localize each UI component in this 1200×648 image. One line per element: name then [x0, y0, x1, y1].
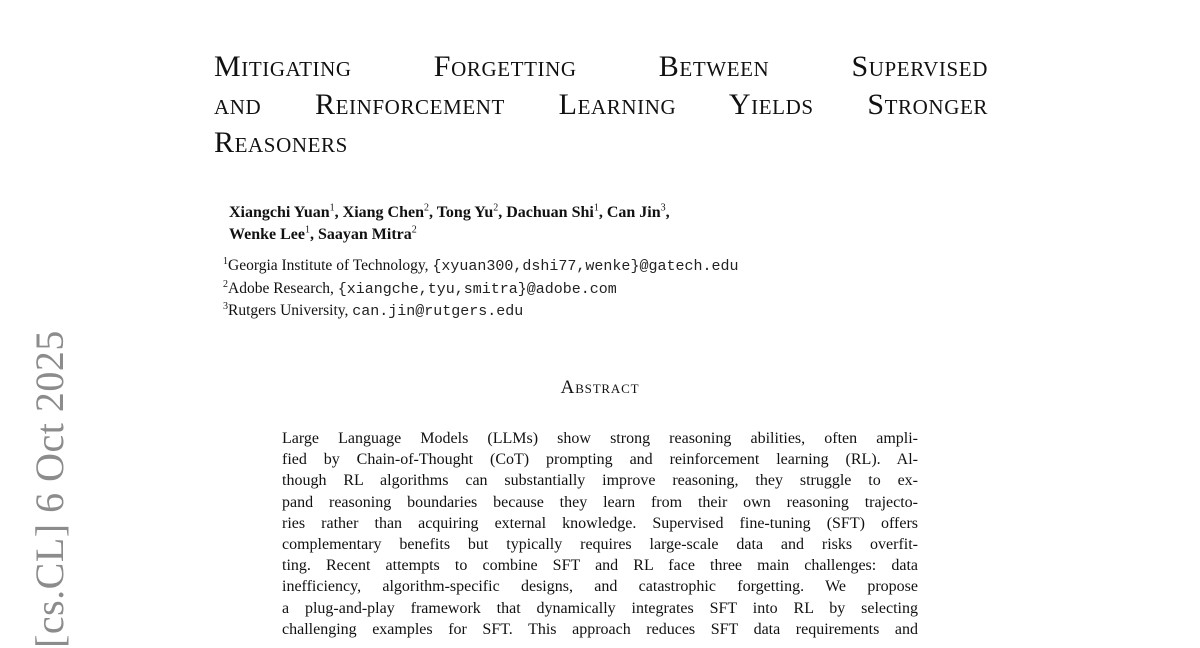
abstract-line: ting. Recent attempts to combine SFT and RL face three main challenges: data: [282, 557, 918, 575]
abstract-heading: Abstract: [560, 377, 640, 398]
title-line: Mitigating Forgetting Between Supervised: [214, 50, 988, 83]
affiliation: $^1$Georgia Institute of Technology, {xyuan300,dshi77,wenke}@gatech.edu: [223, 255, 739, 275]
abstract-line: challenging examples for SFT. This approach reduces SFT data requirements and: [282, 620, 918, 638]
author: Xiangchi Yuan$^1$,: [229, 202, 343, 221]
email: {xiangche,tyu,smitra}@adobe.com: [337, 280, 617, 298]
author-list: [229, 202, 929, 246]
author: Saayan Mitra$^2$: [318, 224, 417, 243]
abstract-line: ries rather than acquiring external knowledge. Supervised fine-tuning (SFT) offers: [282, 514, 918, 532]
abstract-line: fied by Chain-of-Thought (CoT) prompting and reinforcement learning (RL). Al-: [282, 451, 918, 469]
email: can.jin@rutgers.edu: [352, 303, 524, 320]
author: Xiang Chen$^2$,: [342, 202, 437, 221]
arxiv-side-stamp: [cs.CL] 6 Oct 2025: [27, 330, 72, 648]
title-line: Reasoners: [214, 126, 348, 159]
abstract-line: Large Language Models (LLMs) show strong reasoning abilities, often ampli-: [282, 430, 918, 447]
abstract-line: a plug-and-play framework that dynamically integrates SFT into RL by selecting: [282, 599, 918, 617]
author: Wenke Lee$^1$,: [229, 224, 318, 243]
author: Can Jin$^3$,: [606, 202, 670, 221]
affiliation-list: [223, 255, 983, 323]
affiliation: $^3$Rutgers University, can.jin@rutgers.edu: [223, 300, 524, 320]
abstract-body: [282, 428, 918, 640]
author: Tong Yu$^2$,: [436, 202, 507, 221]
abstract-line: though RL algorithms can substantially improve reasoning, they struggle to ex-: [282, 472, 918, 490]
author: Dachuan Shi$^1$,: [506, 202, 607, 221]
abstract-line: inefficiency, algorithm-specific designs, and catastrophic forgetting. We propose: [282, 578, 918, 596]
affiliation: $^2$Adobe Research, {xiangche,tyu,smitra}@adobe.com: [223, 278, 617, 298]
paper-title: [214, 48, 988, 162]
title-line: and Reinforcement Learning Yields Stronger: [214, 88, 988, 121]
email: {xyuan300,dshi77,wenke}@gatech.edu: [432, 258, 739, 275]
abstract-line: pand reasoning boundaries because they learn from their own reasoning trajecto-: [282, 493, 918, 511]
abstract-line: complementary benefits but typically requires large-scale data and risks overfit-: [282, 536, 918, 554]
